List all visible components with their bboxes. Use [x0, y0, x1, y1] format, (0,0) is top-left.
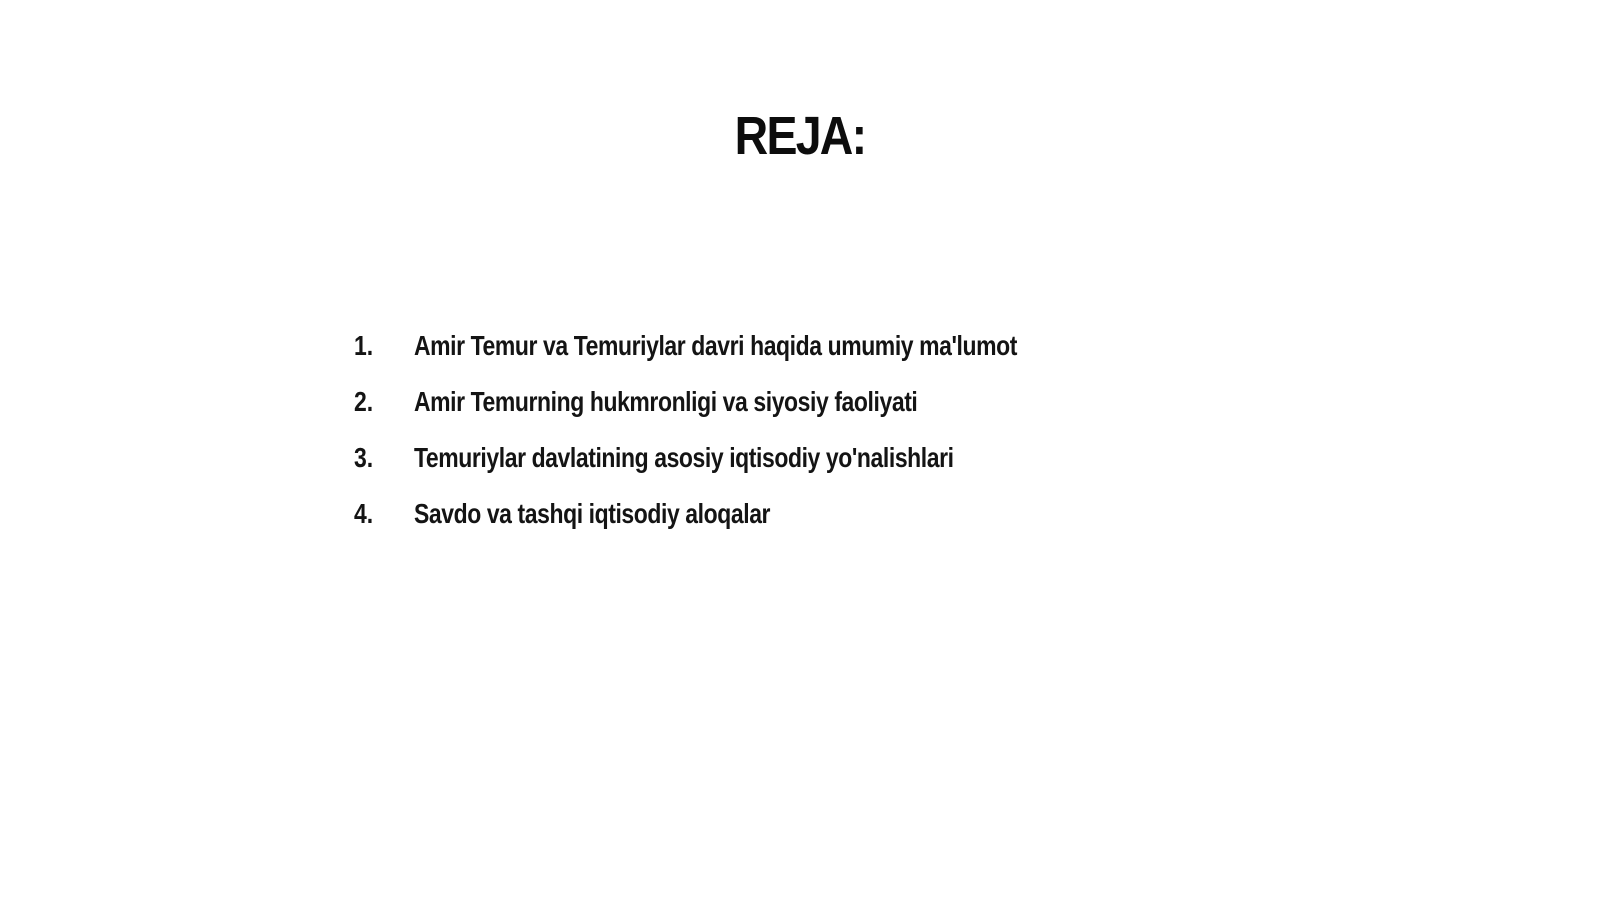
list-item-number: 4.: [354, 498, 374, 529]
plan-list: [354, 326, 1149, 550]
list-item-text: Savdo va tashqi iqtisodiy aloqalar: [414, 498, 771, 529]
list-item-text: Amir Temur va Temuriylar davri haqida umumiy ma'lumot: [414, 330, 1017, 361]
list-item: [354, 494, 1149, 550]
list-item-number: 2.: [354, 386, 374, 417]
list-item: [354, 438, 1149, 494]
slide-title: REJA:: [734, 106, 866, 166]
list-item: [354, 382, 1149, 438]
list-item-text: Amir Temurning hukmronligi va siyosiy faoliyati: [414, 386, 918, 417]
list-item-text: Temuriylar davlatining asosiy iqtisodiy yo'nalishlari: [414, 442, 954, 473]
list-item: [354, 326, 1149, 382]
list-item-number: 1.: [354, 330, 374, 361]
list-item-number: 3.: [354, 442, 374, 473]
